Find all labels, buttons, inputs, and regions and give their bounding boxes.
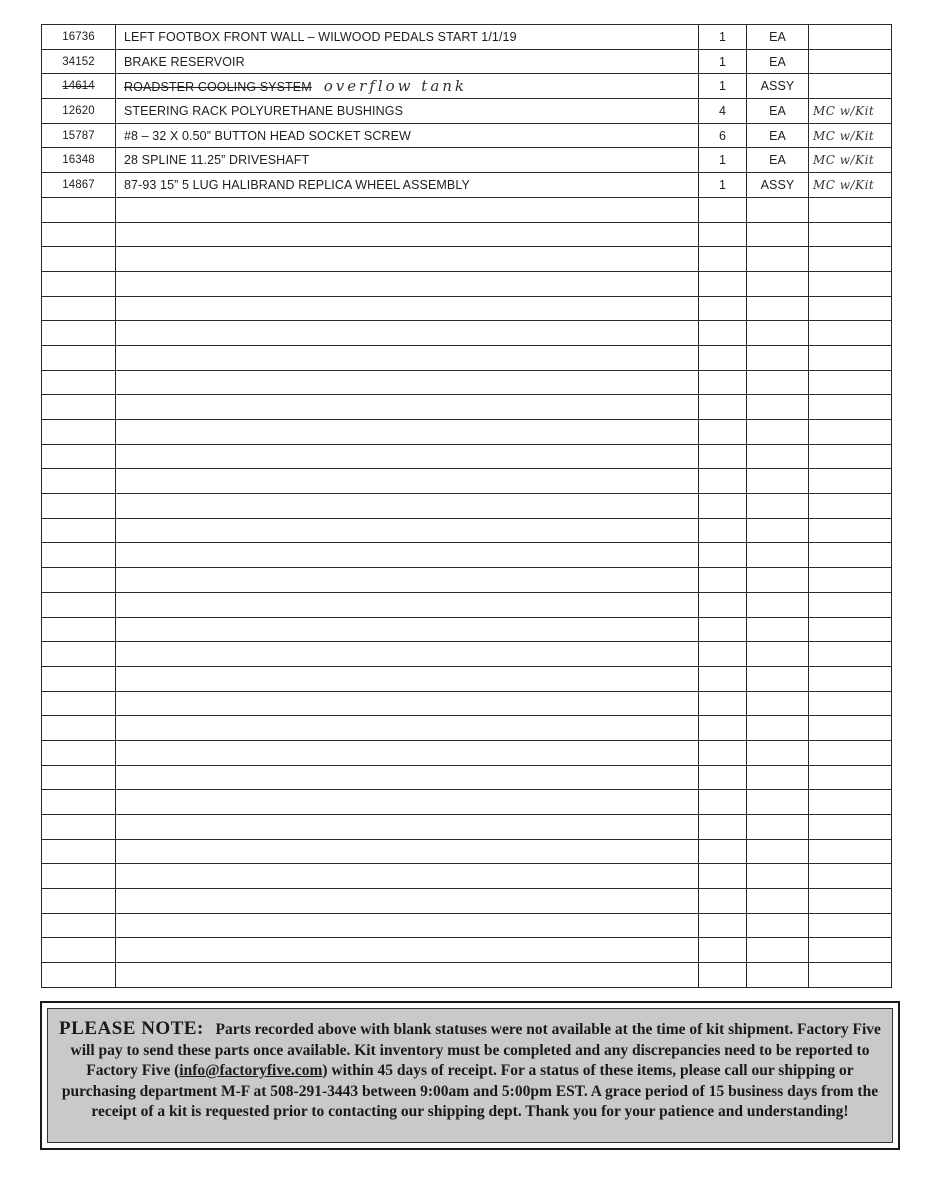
quantity-cell (699, 889, 747, 914)
table-row (42, 642, 892, 667)
quantity-cell: 1 (699, 173, 747, 198)
part-description: ROADSTER COOLING SYSTEM (124, 80, 312, 95)
please-note-text (47, 1008, 893, 1143)
description-cell (116, 815, 699, 840)
description-cell (116, 839, 699, 864)
handwritten-status: MC w/Kit (813, 177, 875, 192)
quantity-cell (699, 395, 747, 420)
part-number: 15787 (62, 129, 95, 142)
status-cell (809, 420, 892, 445)
table-row (42, 568, 892, 593)
table-row (42, 740, 892, 765)
quantity-cell (699, 469, 747, 494)
description-cell (116, 444, 699, 469)
status-cell (809, 864, 892, 889)
part-number-cell (42, 938, 116, 963)
part-number-cell (42, 617, 116, 642)
unit-cell (747, 444, 809, 469)
status-cell (809, 963, 892, 988)
quantity-cell (699, 617, 747, 642)
unit-cell (747, 839, 809, 864)
handwritten-status: MC w/Kit (813, 103, 875, 118)
status-cell (809, 790, 892, 815)
unit-cell: EA (747, 148, 809, 173)
unit-cell (747, 321, 809, 346)
description-cell (116, 296, 699, 321)
table-row (42, 25, 892, 50)
unit-cell (747, 716, 809, 741)
part-number-cell (42, 716, 116, 741)
description-cell (116, 25, 699, 50)
quantity-cell (699, 815, 747, 840)
unit-cell (747, 691, 809, 716)
quantity-cell (699, 247, 747, 272)
unit-cell (747, 271, 809, 296)
status-cell (809, 765, 892, 790)
unit-cell (747, 494, 809, 519)
table-row (42, 395, 892, 420)
status-cell (809, 123, 892, 148)
part-number-cell (42, 321, 116, 346)
quantity-cell (699, 716, 747, 741)
unit-cell: ASSY (747, 173, 809, 198)
status-cell (809, 370, 892, 395)
part-number-cell (42, 963, 116, 988)
quantity-cell (699, 666, 747, 691)
table-row (42, 765, 892, 790)
table-row (42, 99, 892, 124)
description-cell (116, 592, 699, 617)
description-cell (116, 197, 699, 222)
status-cell (809, 395, 892, 420)
status-cell (809, 494, 892, 519)
status-cell (809, 592, 892, 617)
part-number-cell (42, 99, 116, 124)
part-description: STEERING RACK POLYURETHANE BUSHINGS (124, 103, 404, 118)
description-cell (116, 642, 699, 667)
table-row (42, 74, 892, 99)
description-cell (116, 74, 699, 99)
description-cell (116, 568, 699, 593)
table-row (42, 716, 892, 741)
status-cell (809, 247, 892, 272)
part-number-cell (42, 469, 116, 494)
table-row (42, 889, 892, 914)
description-cell (116, 740, 699, 765)
part-number-cell (42, 420, 116, 445)
status-cell (809, 271, 892, 296)
part-description: 28 SPLINE 11.25” DRIVESHAFT (124, 153, 310, 168)
table-row (42, 173, 892, 198)
description-cell (116, 395, 699, 420)
part-number-cell (42, 518, 116, 543)
quantity-cell: 1 (699, 74, 747, 99)
unit-cell (747, 617, 809, 642)
quantity-cell (699, 691, 747, 716)
description-cell (116, 123, 699, 148)
unit-cell (747, 568, 809, 593)
table-row (42, 617, 892, 642)
quantity-cell (699, 839, 747, 864)
table-row (42, 123, 892, 148)
quantity-cell (699, 494, 747, 519)
table-row (42, 345, 892, 370)
table-row (42, 864, 892, 889)
status-cell (809, 889, 892, 914)
status-cell (809, 691, 892, 716)
status-cell (809, 666, 892, 691)
table-row (42, 148, 892, 173)
unit-cell: EA (747, 25, 809, 50)
table-row (42, 494, 892, 519)
description-cell (116, 173, 699, 198)
table-row (42, 518, 892, 543)
description-cell (116, 469, 699, 494)
status-cell (809, 148, 892, 173)
table-row (42, 321, 892, 346)
unit-cell: EA (747, 49, 809, 74)
part-number-cell (42, 839, 116, 864)
status-cell (809, 469, 892, 494)
unit-cell (747, 197, 809, 222)
table-row (42, 839, 892, 864)
description-cell (116, 666, 699, 691)
part-number-cell (42, 296, 116, 321)
unit-cell (747, 938, 809, 963)
quantity-cell (699, 963, 747, 988)
notice-text-1: Parts recorded above with blank statuses were not available at the time of kit shipment. Factory Five will pay to send these parts once available. Kit inventory must be completed and any discrepancies need to be reported to Factory Five ( (70, 1021, 881, 1079)
table-row (42, 247, 892, 272)
status-cell (809, 321, 892, 346)
unit-cell (747, 642, 809, 667)
unit-cell (747, 963, 809, 988)
description-cell (116, 222, 699, 247)
handwritten-status: MC w/Kit (813, 128, 875, 143)
table-row (42, 469, 892, 494)
part-number: 14614 (62, 80, 95, 93)
part-number-cell (42, 913, 116, 938)
part-description: 87-93 15” 5 LUG HALIBRAND REPLICA WHEEL ASSEMBLY (124, 177, 470, 192)
unit-cell (747, 740, 809, 765)
table-row (42, 790, 892, 815)
quantity-cell (699, 271, 747, 296)
unit-cell (747, 790, 809, 815)
status-cell (809, 444, 892, 469)
status-cell (809, 543, 892, 568)
quantity-cell (699, 790, 747, 815)
table-row (42, 222, 892, 247)
unit-cell (747, 296, 809, 321)
description-cell (116, 790, 699, 815)
part-number-cell (42, 271, 116, 296)
description-cell (116, 938, 699, 963)
quantity-cell (699, 938, 747, 963)
part-number: 16348 (62, 154, 95, 167)
quantity-cell (699, 518, 747, 543)
description-cell (116, 494, 699, 519)
quantity-cell (699, 321, 747, 346)
table-row (42, 271, 892, 296)
please-note-box (40, 1001, 900, 1150)
part-number: 16736 (62, 30, 95, 43)
description-cell (116, 99, 699, 124)
handwritten-note: overflow tank (323, 77, 468, 96)
quantity-cell (699, 568, 747, 593)
status-cell (809, 173, 892, 198)
unit-cell (747, 420, 809, 445)
unit-cell (747, 543, 809, 568)
notice-heading: PLEASE NOTE: (59, 1018, 204, 1039)
unit-cell (747, 395, 809, 420)
quantity-cell (699, 592, 747, 617)
description-cell (116, 345, 699, 370)
description-cell (116, 889, 699, 914)
unit-cell (747, 666, 809, 691)
part-number-cell (42, 864, 116, 889)
description-cell (116, 716, 699, 741)
unit-cell: ASSY (747, 74, 809, 99)
part-number-cell (42, 815, 116, 840)
status-cell (809, 815, 892, 840)
table-row (42, 691, 892, 716)
quantity-cell (699, 370, 747, 395)
part-number-cell (42, 666, 116, 691)
table-row (42, 49, 892, 74)
part-number-cell (42, 74, 116, 99)
quantity-cell (699, 864, 747, 889)
unit-cell (747, 247, 809, 272)
status-cell (809, 222, 892, 247)
table-row (42, 296, 892, 321)
table-row (42, 913, 892, 938)
status-cell (809, 716, 892, 741)
part-number: 12620 (62, 104, 95, 117)
unit-cell (747, 592, 809, 617)
part-number-cell (42, 790, 116, 815)
part-number-cell (42, 494, 116, 519)
part-number-cell (42, 691, 116, 716)
part-number-cell (42, 345, 116, 370)
description-cell (116, 518, 699, 543)
status-cell (809, 568, 892, 593)
quantity-cell: 6 (699, 123, 747, 148)
description-cell (116, 271, 699, 296)
unit-cell (747, 469, 809, 494)
part-number-cell (42, 148, 116, 173)
quantity-cell (699, 913, 747, 938)
part-number-cell (42, 592, 116, 617)
table-row (42, 592, 892, 617)
quantity-cell (699, 444, 747, 469)
part-number-cell (42, 197, 116, 222)
unit-cell (747, 370, 809, 395)
table-row (42, 963, 892, 988)
part-number-cell (42, 642, 116, 667)
description-cell (116, 864, 699, 889)
quantity-cell (699, 740, 747, 765)
part-number-cell (42, 247, 116, 272)
table-row (42, 444, 892, 469)
status-cell (809, 99, 892, 124)
parts-table-body (42, 25, 892, 988)
part-number-cell (42, 395, 116, 420)
status-cell (809, 296, 892, 321)
part-number-cell (42, 765, 116, 790)
quantity-cell (699, 543, 747, 568)
part-description: BRAKE RESERVOIR (124, 54, 245, 69)
quantity-cell (699, 197, 747, 222)
table-row (42, 938, 892, 963)
status-cell (809, 913, 892, 938)
parts-inventory-table (41, 24, 892, 988)
description-cell (116, 321, 699, 346)
part-number-cell (42, 740, 116, 765)
status-cell (809, 197, 892, 222)
part-number-cell (42, 568, 116, 593)
description-cell (116, 420, 699, 445)
description-cell (116, 691, 699, 716)
quantity-cell (699, 296, 747, 321)
part-description: LEFT FOOTBOX FRONT WALL – WILWOOD PEDALS START 1/1/19 (124, 29, 517, 44)
quantity-cell (699, 222, 747, 247)
description-cell (116, 49, 699, 74)
part-number-cell (42, 49, 116, 74)
handwritten-status: MC w/Kit (813, 153, 875, 168)
table-row (42, 370, 892, 395)
table-row (42, 543, 892, 568)
quantity-cell: 1 (699, 49, 747, 74)
unit-cell (747, 222, 809, 247)
part-number-cell (42, 123, 116, 148)
unit-cell (747, 345, 809, 370)
unit-cell (747, 815, 809, 840)
part-number-cell (42, 222, 116, 247)
part-number: 14867 (62, 178, 95, 191)
part-number-cell (42, 25, 116, 50)
part-number-cell (42, 444, 116, 469)
part-description: #8 – 32 X 0.50” BUTTON HEAD SOCKET SCREW (124, 128, 411, 143)
unit-cell: EA (747, 123, 809, 148)
unit-cell: EA (747, 99, 809, 124)
unit-cell (747, 864, 809, 889)
description-cell (116, 617, 699, 642)
table-row (42, 666, 892, 691)
part-number-cell (42, 370, 116, 395)
description-cell (116, 913, 699, 938)
quantity-cell: 1 (699, 25, 747, 50)
quantity-cell (699, 345, 747, 370)
table-row (42, 815, 892, 840)
status-cell (809, 938, 892, 963)
status-cell (809, 617, 892, 642)
quantity-cell: 4 (699, 99, 747, 124)
status-cell (809, 49, 892, 74)
status-cell (809, 25, 892, 50)
unit-cell (747, 889, 809, 914)
table-row (42, 420, 892, 445)
description-cell (116, 963, 699, 988)
quantity-cell (699, 765, 747, 790)
unit-cell (747, 518, 809, 543)
unit-cell (747, 913, 809, 938)
part-number: 34152 (62, 55, 95, 68)
description-cell (116, 247, 699, 272)
status-cell (809, 518, 892, 543)
quantity-cell (699, 642, 747, 667)
notice-email-link[interactable]: info@factoryfive.com (179, 1062, 323, 1079)
quantity-cell: 1 (699, 148, 747, 173)
description-cell (116, 765, 699, 790)
quantity-cell (699, 420, 747, 445)
status-cell (809, 839, 892, 864)
notice-text-2: ) within 45 days of receipt. For a status of these items, please call our shipping or purchasing department M-F at 508-291-3443 between 9:00am and 5:00pm EST. A grace period of 15 business days from the receipt of a kit is requested prior to contacting our shipping dept. Thank you for your patience and understanding! (61, 1062, 879, 1120)
description-cell (116, 148, 699, 173)
table-row (42, 197, 892, 222)
description-cell (116, 543, 699, 568)
status-cell (809, 74, 892, 99)
part-number-cell (42, 543, 116, 568)
unit-cell (747, 765, 809, 790)
part-number-cell (42, 889, 116, 914)
status-cell (809, 642, 892, 667)
part-number-cell (42, 173, 116, 198)
status-cell (809, 740, 892, 765)
status-cell (809, 345, 892, 370)
description-cell (116, 370, 699, 395)
